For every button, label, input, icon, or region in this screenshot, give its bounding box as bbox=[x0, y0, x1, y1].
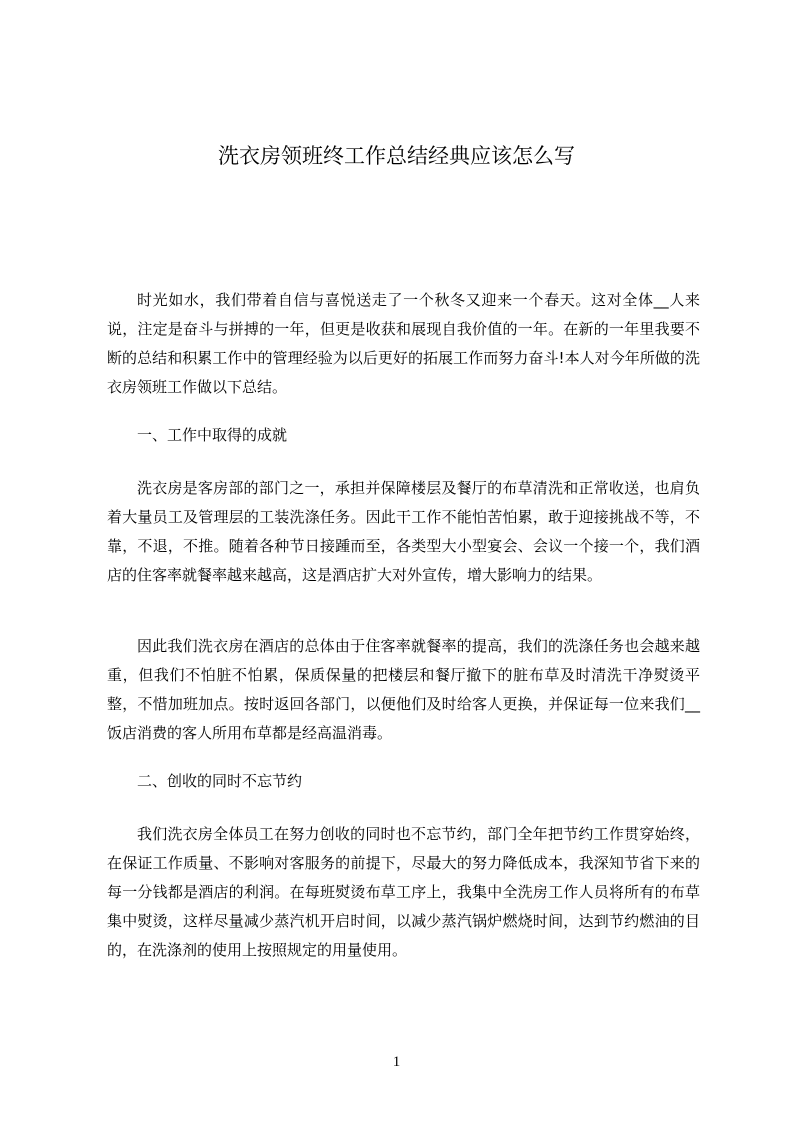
document-title: 洗衣房领班终工作总结经典应该怎么写 bbox=[218, 144, 575, 168]
intro-paragraph: 时光如水，我们带着自信与喜悦送走了一个秋冬又迎来一个春天。这对全体__人来说，注定是奋斗与拼搏的一年，但更是收获和展现自我价值的一年。在新的一年里我要不断的总结和积累工作中的管理经验为以后更好的拓展工作而努力奋斗!本人对今年所做的洗衣房领班工作做以下总结。 bbox=[107, 291, 700, 396]
page-number: 1 bbox=[392, 1054, 401, 1070]
section-heading-achievements: 一、工作中取得的成就 bbox=[137, 426, 288, 444]
achievements-paragraph-2: 因此我们洗衣房在酒店的总体由于住客率就餐率的提高，我们的洗涤任务也会越来越重，但我们不怕脏不怕累，保质保量的把楼层和餐厅撤下的脏布草及时清洗干净熨烫平整，不惜加班加点。按时返回各部门，以便他们及时给客人更换，并保证每一位来我们__饭店消费的客人所用布草都是经高温消毒。 bbox=[107, 637, 700, 742]
achievements-paragraph-1: 洗衣房是客房部的部门之一，承担并保障楼层及餐厅的布草清洗和正常收送，也肩负着大量员工及管理层的工装洗涤任务。因此干工作不能怕苦怕累，敢于迎接挑战不等，不靠，不退，不推。随着各种节日接踵而至，各类型大小型宴会、会议一个接一个，我们酒店的住客率就餐率越来越高，这是酒店扩大对外宣传，增大影响力的结果。 bbox=[107, 479, 700, 584]
section-heading-saving: 二、创收的同时不忘节约 bbox=[137, 772, 303, 790]
saving-paragraph: 我们洗衣房全体员工在努力创收的同时也不忘节约，部门全年把节约工作贯穿始终，在保证工作质量、不影响对客服务的前提下，尽最大的努力降低成本，我深知节省下来的每一分钱都是酒店的利润。在每班熨烫布草工序上，我集中全洗房工作人员将所有的布草集中熨烫，这样尽量减少蒸汽机开启时间，以减少蒸汽锅炉燃烧时间，达到节约燃油的目的，在洗涤剂的使用上按照规定的用量使用。 bbox=[107, 825, 700, 959]
